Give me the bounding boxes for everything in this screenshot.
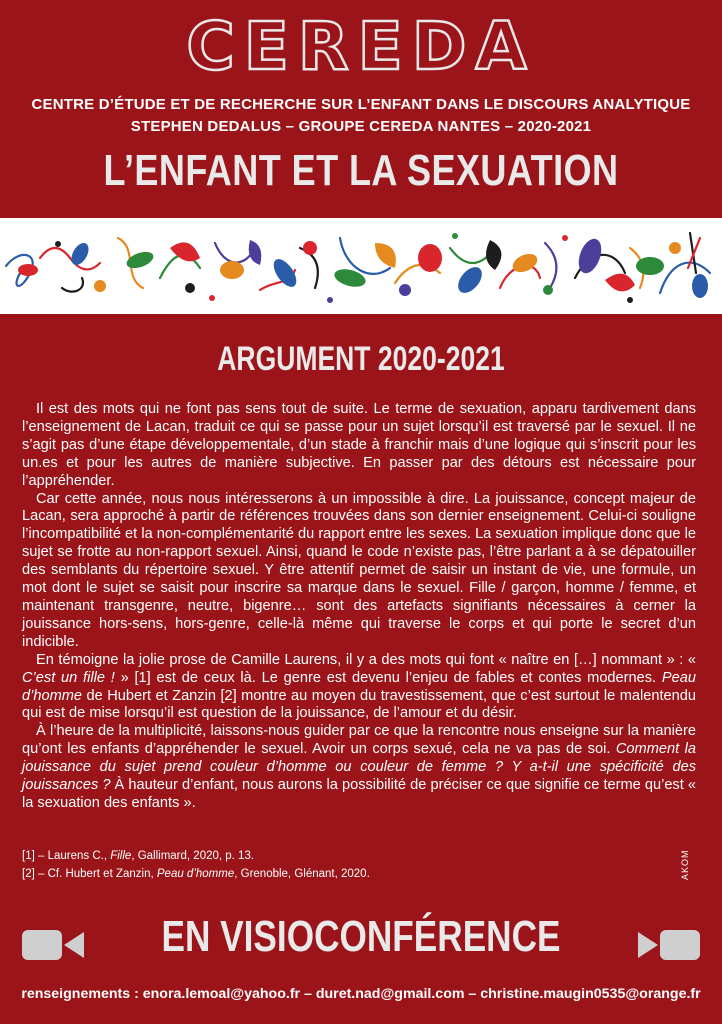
footnote-2-b: , Grenoble, Glénant, 2020. (234, 868, 370, 880)
logo-cereda: CEREDA (186, 8, 536, 85)
quote-cest-un-fille: C’est un fille ! (22, 669, 121, 686)
paragraph-3-text-c: de Hubert et Zanzin [2] montre au moyen du travestissement, que c’est surtout le malentendu qui est de mise lorsqu’il est question de la jouissance, de l’amour et du désir. (22, 687, 696, 722)
footnote-1-title: Fille (110, 850, 132, 862)
paragraph-4-text-a: À l’heure de la multiplicité, laissons-nous guider par ce que la rencontre nous enseigne sur la manière qu’ont les enfants d’appréhender le sexuel. Avoir un corps sexué, cela ne va pas de soi. (22, 723, 696, 758)
artist-credit: AKOM (680, 849, 690, 880)
footnotes (22, 847, 622, 883)
footnote-1-b: , Gallimard, 2020, p. 13. (131, 850, 255, 862)
argument-body (22, 401, 696, 813)
paragraph-3-text-a: En témoigne la jolie prose de Camille Laurens, il y a des mots qui font « naître en […] nommant » : « (36, 651, 696, 668)
argument-title: ARGUMENT 2020-2021 (217, 340, 505, 378)
theme-title: L’ENFANT ET LA SEXUATION (103, 146, 619, 195)
title-peau-dhomme: Peau d’homme (22, 669, 696, 704)
paragraph-4-text-b: À hauteur d’enfant, nous aurons la possibilité de préciser ce que signifie ce terme qu’est « la sexuation des enfants ». (22, 777, 696, 811)
paragraph-3 (22, 652, 696, 724)
footnote-1-a: [1] – Laurens C., (22, 850, 111, 862)
abstract-artwork (0, 218, 722, 314)
contact-line: renseignements : enora.lemoal@yahoo.fr – duret.nad@gmail.com – christine.maugin0535@orange.fr (21, 986, 701, 1002)
header (0, 0, 722, 218)
paragraph-2: Car cette année, nous nous intéresserons à un impossible à dire. La jouissance, concept majeur de Lacan, sera approché à partir de références trouvées dans son dernier enseignement. Celui-ci souligne l’incompatibilité et la non-complémentarité du rapport entre les sexes. La sexuation implique donc que le sujet se frotte au non-rapport sexuel. Ainsi, quand le code n’existe pas, l’être parlant a à se dépatouiller des semblants du répertoire sexuel. Y être attentif permet de saisir un instant de vie, une formule, un mot dont le sujet se saisit pour inscrire sa marque dans le sexuel. Fille / garçon, homme / femme, et maintenant transgenre, neutre, bigenre… sont des artefacts signifiants nécessaires à cerner la jouissance hors-sens, hors-genre, celle-là même qui traverse le corps et qui porte le secret d’un indicible. (22, 490, 696, 650)
paragraph-4 (22, 723, 696, 813)
paragraph-1: Il est des mots qui ne font pas sens tout de suite. Le terme de sexuation, apparu tardivement dans l’enseignement de Lacan, traduit ce qui se passe pour un sujet lorsqu’il est traversé par le sexuel. Il ne s’agit pas d’une étape développementale, d’un stade à franchir mais d’une logique qui s’inscrit pour les un.es et pour les autres de manière subjective. En passer par des détours est nécessaire pour l’appréhender. (22, 401, 696, 489)
footnote-2-a: [2] – Cf. Hubert et Zanzin, (22, 868, 157, 880)
footnote-1 (22, 847, 622, 865)
footnote-2-title: Peau d’homme (156, 868, 235, 880)
paragraph-3-text-b: » [1] est de ceux là. Le genre est devenu l’enjeu de fables et contes modernes. (120, 669, 662, 686)
subtitle-line2: STEPHEN DEDALUS – GROUPE CEREDA NANTES – 2020-2021 (130, 118, 592, 135)
subtitle-line1: CENTRE D’ÉTUDE ET DE RECHERCHE SUR L’ENFANT DANS LE DISCOURS ANALYTIQUE (31, 96, 691, 113)
visio-banner: EN VISIOCONFÉRENCE (161, 912, 561, 961)
paragraph-4-questions: Comment la jouissance du sujet prend couleur d’homme ou couleur de femme ? Y a-t-il une spécificité des jouissances ? (22, 741, 696, 794)
decorative-artwork-band (0, 218, 722, 314)
footnote-2 (22, 865, 622, 883)
